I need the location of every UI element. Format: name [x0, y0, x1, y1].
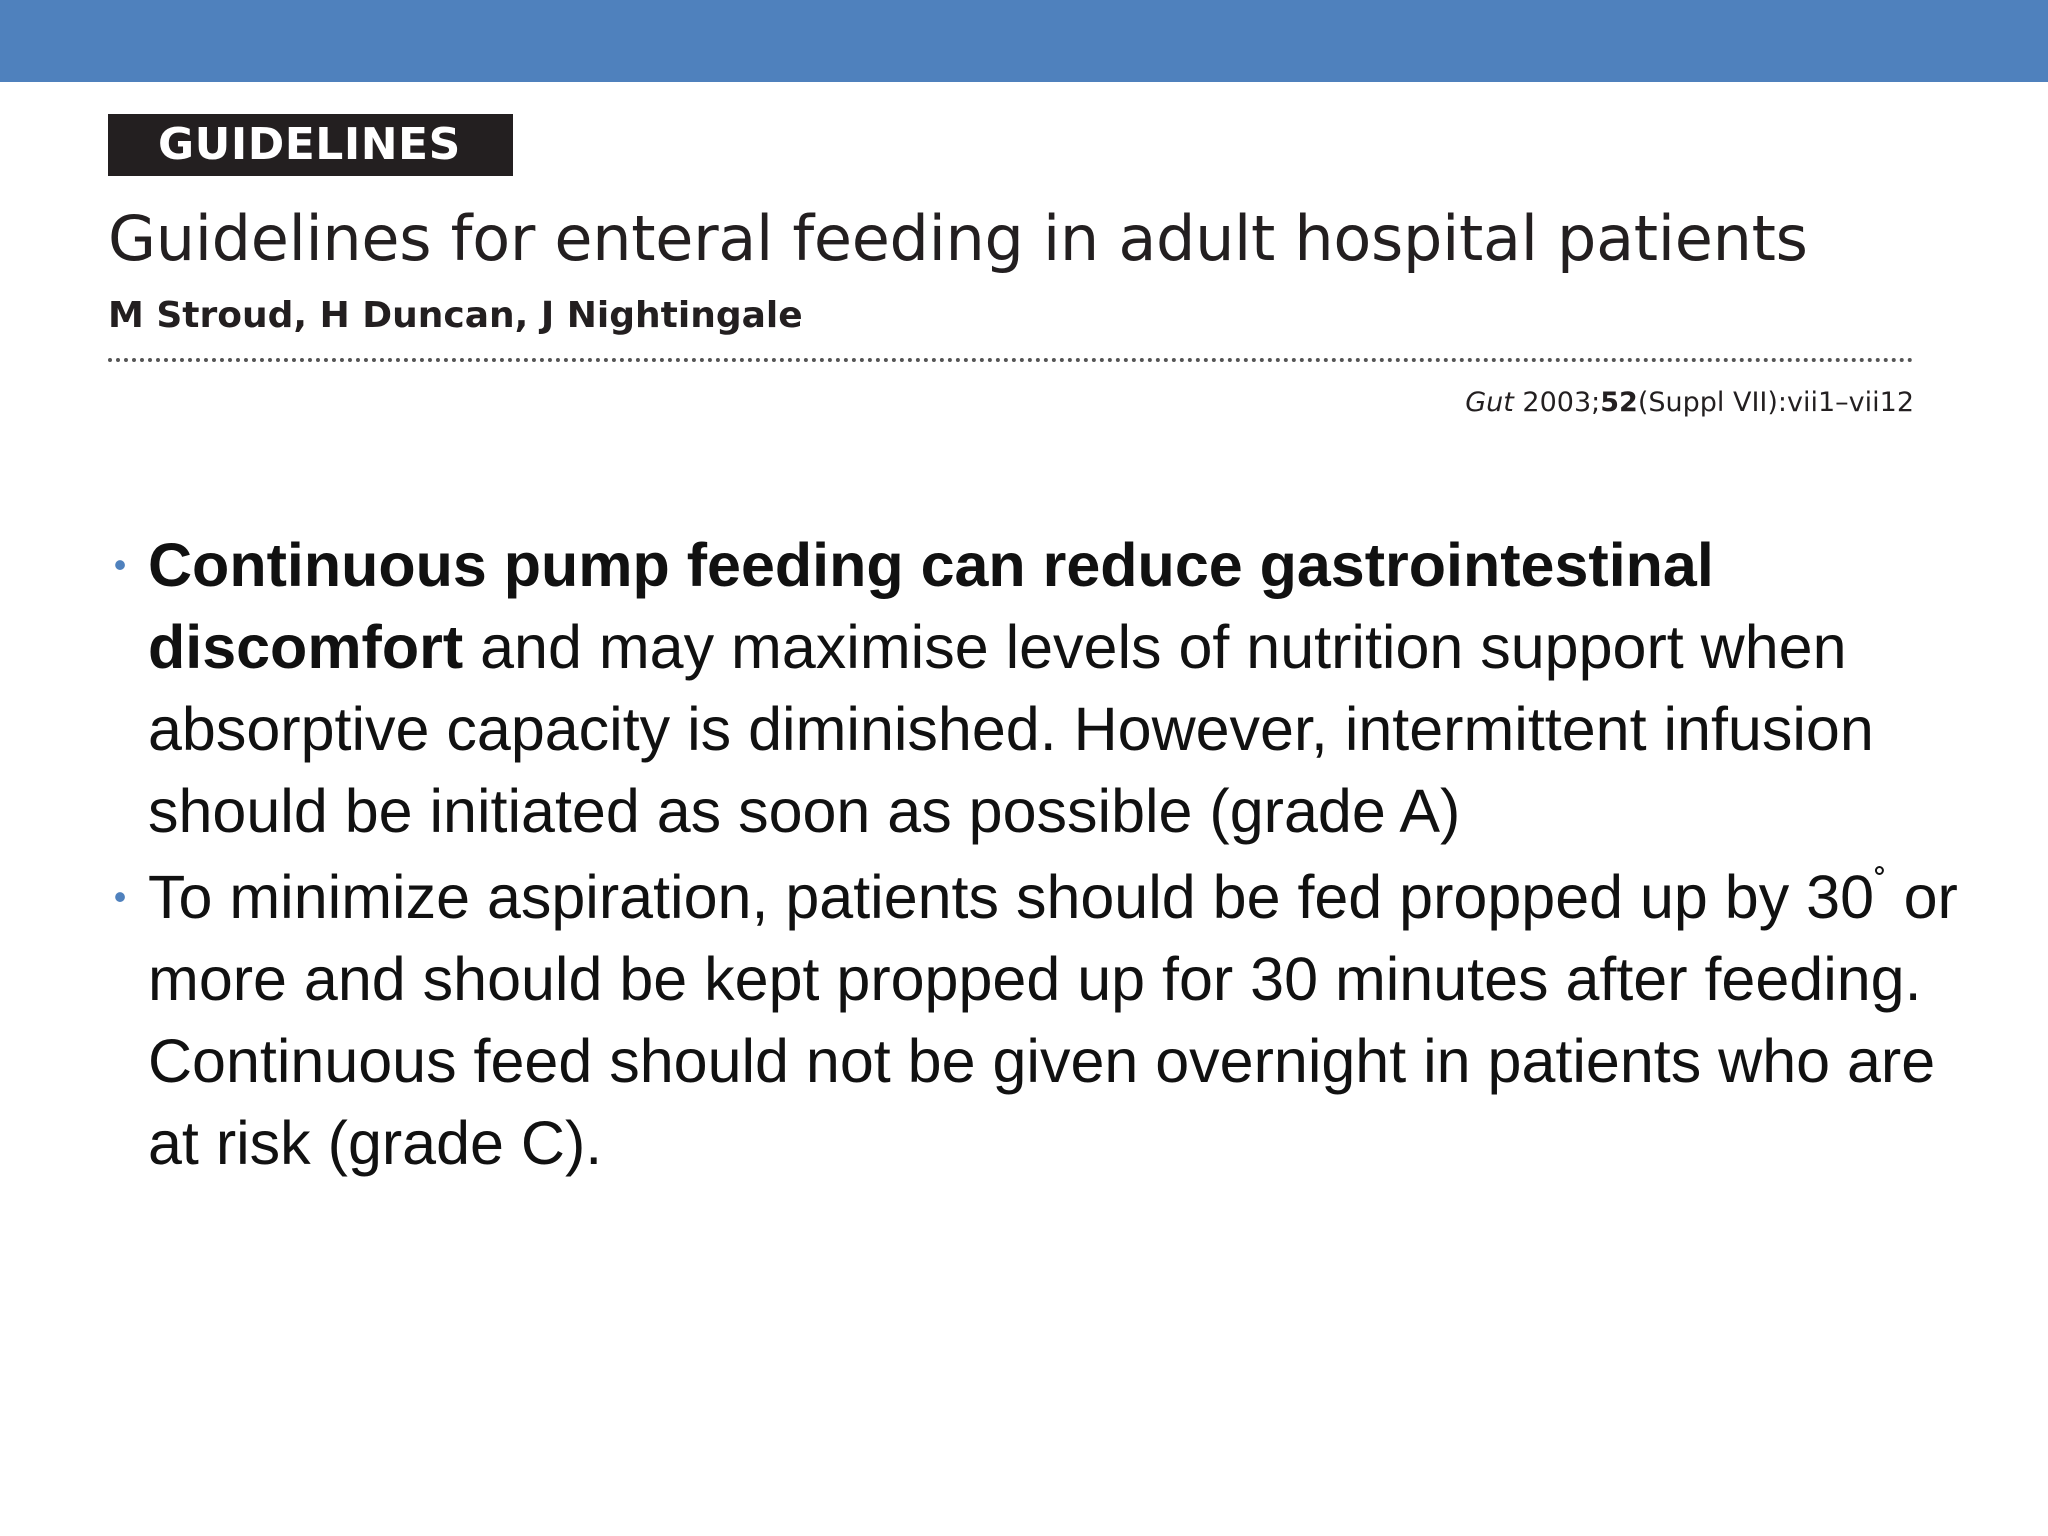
- citation-journal: Gut: [1465, 387, 1514, 418]
- bullet-list: [108, 524, 1988, 1184]
- article-header-image: [108, 114, 1916, 420]
- bullet-item-aspiration: [108, 856, 1988, 1184]
- paper-title: Guidelines for enteral feeding in adult hospital patients: [108, 202, 1808, 275]
- bullet-dot-icon: •: [113, 876, 127, 917]
- bullet-text-after: or more and should be kept propped up for 30 minutes after feeding. Continuous feed should not be given overnight in patients who are at risk (grade C).: [148, 863, 1958, 1177]
- citation: [108, 386, 1914, 420]
- top-accent-bar: [0, 0, 2048, 82]
- citation-pages: (Suppl VII):vii1–vii12: [1637, 387, 1914, 418]
- dotted-divider: [108, 358, 1914, 362]
- citation-volume: 52: [1600, 387, 1638, 418]
- citation-year: 2003;: [1513, 387, 1601, 418]
- paper-authors: M Stroud, H Duncan, J Nightingale: [108, 295, 803, 336]
- degree-symbol: ˚: [1874, 863, 1887, 906]
- bullet-text: and may maximise levels of nutrition support when absorptive capacity is diminished. However, intermittent infusion should be initiated as soon as possible (grade A): [148, 613, 1874, 845]
- section-tag: GUIDELINES: [108, 114, 513, 176]
- bullet-item-continuous-feeding: [108, 524, 1988, 852]
- bullet-text-before: To minimize aspiration, patients should be fed propped up by 30: [148, 863, 1875, 931]
- bullet-dot-icon: •: [113, 544, 127, 585]
- bullet-bold-text: Continuous pump feeding can reduce gastrointestinal discomfort: [148, 531, 1714, 681]
